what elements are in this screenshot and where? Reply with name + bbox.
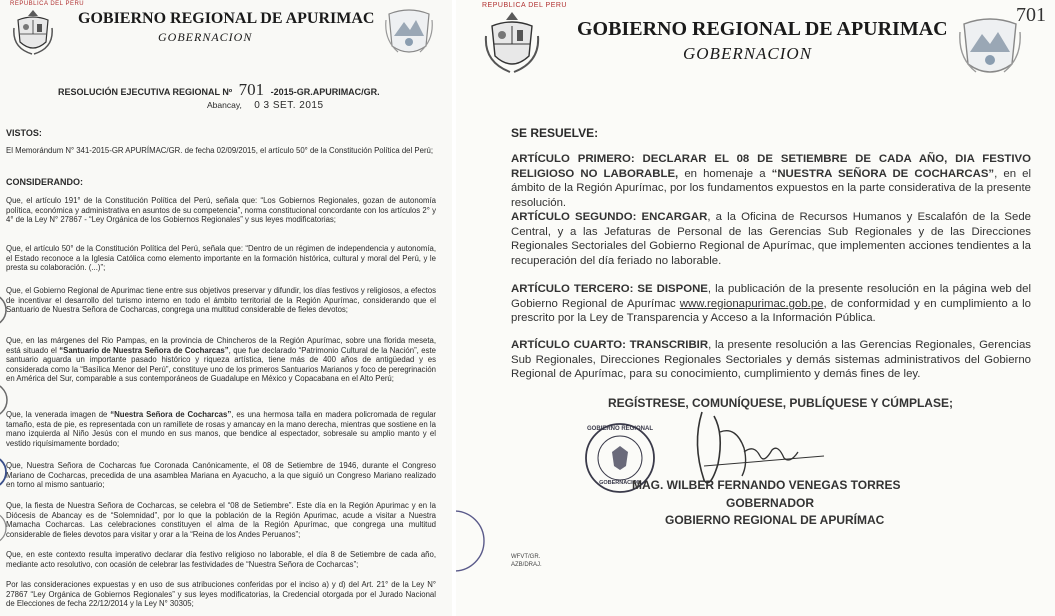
page-1 (0, 0, 452, 616)
considerando-paragraph: Que, la venerada imagen de “Nuestra Señora de Cocharcas”, es una hermosa talla en madera policromada de regular tamaño, esta de pie, es representada con un ramillete de rosas y amancay en la mano derecha, mientras que sostiene en la mano izquierda al Niño Jesús con el mundo en sus manos, que bendice al espectador, sobresale su amplio manto y el vestido riquísimamente bordado; (6, 410, 437, 448)
signatory-name: MAG. WILBER FERNANDO VENEGAS TORRES (632, 478, 901, 492)
considerando-paragraph: Que, en las márgenes del Rio Pampas, en la provincia de Chincheros de la Región Apurímac, sobre una florida meseta, está situado el “Santuario de Nuestra Señora de Cocharcas”, que fue declarado “Patrimonio Cultural de la Nación”, este santuario aguarda un importante pasado histórico y riqueza artística, tiene más de 400 años de antigüedad y es considerada como la “Basílica Menor del Perú”, constituye uno de los primeros Santuarios Marianos y foco de peregrinación en América del Sur, comparable a sus contemporáneos de Guadalupe en México y Copacabana en el Alto Perú; (6, 336, 436, 384)
place: Abancay, (207, 100, 242, 110)
republic-label: REPUBLICA DEL PERU (482, 2, 567, 9)
date-stamp: 0 3 SET. 2015 (254, 100, 324, 111)
considerando-paragraph: Por las consideraciones expuestas y en uso de sus atribuciones conferidas por el inciso a) y d) del Art. 21° de la Ley N° 27867 “Ley Orgánica de Gobiernos Regionales” y sus leyes modificatorias, la Credencial otorgada por el Jurado Nacional de Elecciones de fecha 22/12/2014 y la Ley N° 30305; (6, 580, 436, 609)
date-line (207, 100, 324, 111)
partial-stamp-icon (456, 506, 490, 576)
page-subtitle: GOBERNACION (683, 44, 813, 63)
partial-stamp-icon (0, 508, 10, 548)
considerando-paragraph: Que, en este contexto resulta imperativo declarar día festivo religioso no laborable, el día 8 de Setiembre de cada año, mediante acto resolutivo, con ocasión de celebrar las festividades de “Nuestra Señora de Cocharcas”; (6, 550, 436, 569)
republic-label: REPUBLICA DEL PERÚ (10, 1, 85, 7)
considerando-paragraph: Que, el Gobierno Regional de Apurimac tiene entre sus objetivos preservar y difundir, los días festivos y religiosos, a efectos de incentivar el desarrollo del turismo interno en todo el ámbito territorial de la Región Apurímac, considerando que el Santuario de Nuestra Señora de Cocharcas, congrega una multitud considerable de fieles devotos; (6, 286, 436, 315)
partial-stamp-icon (0, 452, 10, 492)
resolution-suffix: -2015-GR.APURIMAC/GR. (270, 87, 380, 97)
resolution-number: 701 (238, 80, 265, 99)
article-primero: ARTÍCULO PRIMERO: DECLARAR EL 08 DE SETIEMBRE DE CADA AÑO, DIA FESTIVO RELIGIOSO NO LABORABLE, en homenaje a “NUESTRA SEÑORA DE COCHARCAS”, en el ámbito de la Región Apurímac, por los fundamentos expuestos en la parte considerativa de la presente resolución. (511, 153, 1032, 209)
resolution-prefix: RESOLUCIÓN EJECUTIVA REGIONAL Nº (58, 87, 233, 97)
partial-stamp-icon (0, 290, 10, 330)
considerando-paragraph: Que, la fiesta de Nuestra Señora de Cocharcas, se celebra el “08 de Setiembre”. Este día en la Región Apurimac y en la Diócesis de Abancay es de “Solemnidad”, por lo que la población de la Región Apurimac, acude a visitar a Nuestra Mamacha Cocharcas. Las celebraciones constituyen el alma de la Región Apurímac, que congrega una multitud considerable de fieles devotos para visitar y orar a la “Reina de los Andes Peruanos”; (6, 501, 436, 539)
initials-1: WFVT/GR. (511, 554, 541, 560)
page-title: GOBIERNO REGIONAL DE APURIMAC (577, 18, 948, 40)
website-link[interactable]: www.regionapurimac.gob.pe (679, 297, 824, 310)
article-tercero: ARTÍCULO TERCERO: SE DISPONE, la publicación de la presente resolución en la página web del Gobierno Regional de Apurímac www.regionapurimac.gob.pe, de conformidad y en cumplimiento a lo prescrito por la Ley de Transparencia y Acceso a la Información Pública. (511, 283, 1031, 325)
considerando-paragraph: Que, Nuestra Señora de Cocharcas fue Coronada Canónicamente, el 08 de Setiembre de 1946, durante el Congreso Mariano de Cocharcas, precedida de una asamblea Mariana en Ayacucho, a la que siguió un Congreso Mariano realizado en torno al mismo santuario; (6, 461, 436, 490)
seal-subtext: GOBERNACION (599, 480, 641, 486)
page-subtitle: GOBERNACION (158, 30, 253, 44)
considerando-paragraph: Que, el artículo 191° de la Constitución Política del Perú, señala que: “Los Gobiernos Regionales, gozan de autonomía política, económica y administrativa en asuntos de su competencia”, norma constitucional concordante con los artículos 2° y 4° de la Ley N° 27867 - “Ley Orgánica de los Gobiernos Regionales” y sus leyes modificatorias; (6, 196, 436, 225)
regional-emblem-icon (384, 6, 434, 58)
signatory-org: GOBIERNO REGIONAL DE APURÍMAC (665, 513, 885, 527)
article-cuarto: ARTÍCULO CUARTO: TRANSCRIBIR, la presente resolución a las Gerencias Regionales, Gerencias Sub Regionales, Direcciones Regionales Sectoriales y demás sistemas administrativos del Gobierno Regional de Apurímac, para su conocimiento, cumplimiento y demás fines de ley. (511, 339, 1031, 381)
signatory-role: GOBERNADOR (726, 496, 815, 510)
seal-text: GOBIERNO REGIONAL (586, 426, 653, 432)
considerando-paragraph: Que, el artículo 50° de la Constitución Política del Perú, señala que: “Dentro de un régimen de independencia y autonomía, el Estado reconoce a la Iglesia Católica como elemento importante en la formación histórica, cultural y moral del Perú, y le presta su colaboración. (...)”; (6, 244, 436, 273)
se-resuelve-heading: SE RESUELVE: (511, 126, 599, 140)
partial-stamp-icon (0, 378, 10, 422)
considerando-heading: CONSIDERANDO: (6, 177, 84, 187)
vistos-heading: VISTOS: (6, 128, 42, 138)
vistos-text: El Memorándum N° 341-2015-GR APURÍMAC/GR. de fecha 02/09/2015, el artículo 50° de la Constitución Política del Perú; (6, 146, 434, 155)
closing-formula: REGÍSTRESE, COMUNÍQUESE, PUBLÍQUESE Y CÚMPLASE; (608, 396, 953, 410)
page-number: 701 (1016, 4, 1046, 26)
page-title: GOBIERNO REGIONAL DE APURIMAC (78, 10, 375, 27)
peru-coat-of-arms-icon (484, 10, 540, 76)
initials-2: AZB/DRAJ. (511, 562, 542, 568)
page-2 (456, 0, 1055, 616)
regional-emblem-icon (958, 14, 1022, 80)
resolution-heading (58, 80, 380, 100)
peru-coat-of-arms-icon (12, 8, 54, 56)
article-segundo: ARTÍCULO SEGUNDO: ENCARGAR, a la Oficina de Recursos Humanos y Escalafón de la Sede Central, y a las Jefaturas de Personal de las Gerencias Sub Regionales y de las Direcciones Regionales Sectoriales del Gobierno Regional de Apurímac, que implementen acciones tendientes a la recuperación del día feriado no laborable. (511, 211, 1032, 267)
